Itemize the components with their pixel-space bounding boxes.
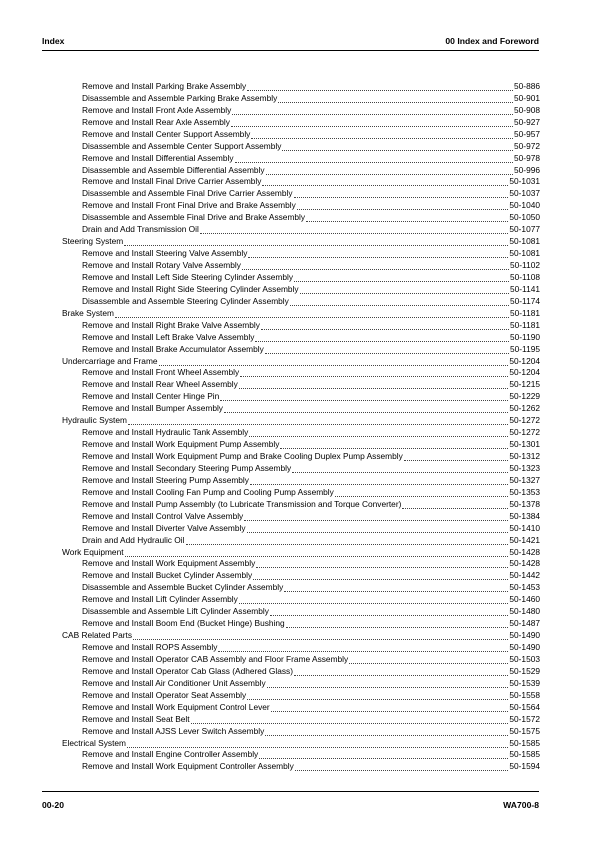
dot-leader bbox=[242, 266, 509, 270]
entry-page-number: 50-1490 bbox=[509, 630, 540, 641]
dot-leader bbox=[159, 362, 509, 366]
entry-page-number: 50-1572 bbox=[509, 713, 540, 724]
index-entry[interactable] bbox=[62, 224, 540, 236]
dot-leader bbox=[280, 445, 508, 449]
entry-page-number: 50-1040 bbox=[509, 200, 540, 211]
index-entry[interactable] bbox=[62, 296, 540, 308]
entry-title: Remove and Install Bumper Assembly bbox=[82, 403, 223, 414]
dot-leader bbox=[265, 732, 508, 736]
header-section-label: Index bbox=[42, 36, 65, 46]
index-entry[interactable] bbox=[62, 284, 540, 296]
index-entry[interactable] bbox=[62, 272, 540, 284]
index-entry[interactable] bbox=[62, 750, 540, 762]
index-entry[interactable] bbox=[62, 260, 540, 272]
entry-page-number: 50-1272 bbox=[509, 427, 540, 438]
entry-title: Remove and Install Left Side Steering Cylinder Assembly bbox=[82, 271, 294, 282]
entry-title: Remove and Install Pump Assembly (to Lubricate Transmission and Torque Converter) bbox=[82, 498, 402, 509]
entry-title: Remove and Install Secondary Steering Pump Assembly bbox=[82, 462, 292, 473]
dot-leader bbox=[284, 588, 508, 592]
index-entry[interactable] bbox=[62, 403, 540, 415]
entry-page-number: 50-1428 bbox=[509, 546, 540, 557]
dot-leader bbox=[256, 564, 508, 568]
dot-leader bbox=[292, 469, 508, 473]
dot-leader bbox=[186, 541, 509, 545]
entry-page-number: 50-1410 bbox=[509, 522, 540, 533]
entry-page-number: 50-1204 bbox=[509, 355, 540, 366]
dot-leader bbox=[255, 338, 509, 342]
dot-leader bbox=[235, 159, 514, 163]
index-entry[interactable] bbox=[62, 188, 540, 200]
index-entry[interactable] bbox=[62, 320, 540, 332]
entry-page-number: 50-1301 bbox=[509, 439, 540, 450]
dot-leader bbox=[239, 600, 509, 604]
index-entry[interactable] bbox=[62, 165, 540, 177]
index-section-entry[interactable] bbox=[62, 738, 540, 750]
entry-title: Drain and Add Hydraulic Oil bbox=[82, 534, 185, 545]
dot-leader bbox=[125, 553, 509, 557]
index-entry[interactable] bbox=[62, 344, 540, 356]
index-entry[interactable] bbox=[62, 559, 540, 571]
entry-title: Remove and Install Lift Cylinder Assembly bbox=[82, 594, 238, 605]
entry-page-number: 50-1503 bbox=[509, 653, 540, 664]
dot-leader bbox=[127, 744, 508, 748]
entry-page-number: 50-1272 bbox=[509, 415, 540, 426]
dot-leader bbox=[200, 230, 509, 234]
index-entry[interactable] bbox=[62, 487, 540, 499]
entry-page-number: 50-1050 bbox=[509, 212, 540, 223]
entry-title: Remove and Install Right Brake Valve Assembly bbox=[82, 319, 260, 330]
dot-leader bbox=[306, 218, 508, 222]
entry-page-number: 50-1585 bbox=[509, 737, 540, 748]
entry-title: Work Equipment bbox=[62, 546, 124, 557]
entry-title: Remove and Install AJSS Lever Switch Assembly bbox=[82, 725, 265, 736]
index-entry[interactable] bbox=[62, 463, 540, 475]
entry-title: Disassemble and Assemble Lift Cylinder Assembly bbox=[82, 606, 269, 617]
dot-leader bbox=[265, 350, 509, 354]
dot-leader bbox=[224, 409, 508, 413]
index-entry[interactable] bbox=[62, 654, 540, 666]
index-entry[interactable] bbox=[62, 475, 540, 487]
index-entry[interactable] bbox=[62, 141, 540, 153]
index-entry[interactable] bbox=[62, 666, 540, 678]
entry-page-number: 50-1204 bbox=[509, 367, 540, 378]
index-entry[interactable] bbox=[62, 248, 540, 260]
index-section-entry[interactable] bbox=[62, 356, 540, 368]
entry-title: Remove and Install Operator CAB Assembly and Floor Frame Assembly bbox=[82, 653, 349, 664]
entry-page-number: 50-908 bbox=[514, 104, 540, 115]
entry-page-number: 50-1077 bbox=[509, 224, 540, 235]
entry-title: Remove and Install Bucket Cylinder Assembly bbox=[82, 570, 253, 581]
entry-page-number: 50-901 bbox=[514, 92, 540, 103]
entry-page-number: 50-1487 bbox=[509, 618, 540, 629]
index-entry[interactable] bbox=[62, 451, 540, 463]
entry-title: Remove and Install Hydraulic Tank Assembly bbox=[82, 427, 249, 438]
index-entry[interactable] bbox=[62, 212, 540, 224]
page-header bbox=[42, 36, 539, 46]
dot-leader bbox=[251, 135, 513, 139]
index-entry[interactable] bbox=[62, 570, 540, 582]
entry-title: Remove and Install Center Support Assembly bbox=[82, 128, 251, 139]
dot-leader bbox=[294, 278, 509, 282]
entry-page-number: 50-1141 bbox=[509, 283, 540, 294]
entry-page-number: 50-1490 bbox=[509, 642, 540, 653]
dot-leader bbox=[128, 421, 508, 425]
index-section-entry[interactable] bbox=[62, 630, 540, 642]
dot-leader bbox=[295, 767, 509, 771]
entry-title: Disassemble and Assemble Steering Cylinder Assembly bbox=[82, 295, 289, 306]
dot-leader bbox=[253, 576, 508, 580]
entry-page-number: 50-886 bbox=[514, 80, 540, 91]
entry-page-number: 50-1421 bbox=[509, 534, 540, 545]
index-entry[interactable] bbox=[62, 81, 540, 93]
entry-title: Brake System bbox=[62, 307, 114, 318]
dot-leader bbox=[294, 194, 509, 198]
index-entry[interactable] bbox=[62, 582, 540, 594]
entry-page-number: 50-972 bbox=[514, 140, 540, 151]
dot-leader bbox=[300, 290, 509, 294]
entry-page-number: 50-1442 bbox=[509, 570, 540, 581]
dot-leader bbox=[335, 493, 509, 497]
entry-title: Remove and Install Front Final Drive and Brake Assembly bbox=[82, 200, 296, 211]
entry-page-number: 50-1575 bbox=[509, 725, 540, 736]
index-entry[interactable] bbox=[62, 702, 540, 714]
entry-title: Remove and Install Parking Brake Assembly bbox=[82, 80, 247, 91]
index-entry[interactable] bbox=[62, 105, 540, 117]
entry-title: Disassemble and Assemble Parking Brake Assembly bbox=[82, 92, 278, 103]
entry-title: Remove and Install Final Drive Carrier Assembly bbox=[82, 176, 262, 187]
entry-title: Remove and Install Work Equipment Pump Assembly bbox=[82, 439, 280, 450]
entry-page-number: 50-1102 bbox=[509, 260, 540, 271]
entry-page-number: 50-1108 bbox=[509, 271, 540, 282]
entry-page-number: 50-1529 bbox=[509, 665, 540, 676]
index-entry[interactable] bbox=[62, 618, 540, 630]
entry-title: Remove and Install Steering Valve Assembly bbox=[82, 248, 248, 259]
entry-title: Remove and Install Air Conditioner Unit Assembly bbox=[82, 677, 266, 688]
entry-page-number: 50-957 bbox=[514, 128, 540, 139]
dot-leader bbox=[294, 672, 508, 676]
dot-leader bbox=[231, 123, 513, 127]
entry-title: Remove and Install Right Side Steering Cylinder Assembly bbox=[82, 283, 299, 294]
dot-leader bbox=[249, 433, 508, 437]
entry-page-number: 50-1428 bbox=[509, 558, 540, 569]
entry-page-number: 50-1215 bbox=[509, 379, 540, 390]
dot-leader bbox=[349, 660, 508, 664]
entry-page-number: 50-1564 bbox=[509, 701, 540, 712]
dot-leader bbox=[262, 182, 508, 186]
entry-page-number: 50-1323 bbox=[509, 462, 540, 473]
entry-title: Remove and Install ROPS Assembly bbox=[82, 642, 218, 653]
header-divider bbox=[42, 50, 539, 51]
dot-leader bbox=[124, 242, 508, 246]
entry-page-number: 50-1460 bbox=[509, 594, 540, 605]
dot-leader bbox=[270, 612, 508, 616]
dot-leader bbox=[248, 254, 508, 258]
index-entry[interactable] bbox=[62, 511, 540, 523]
dot-leader bbox=[261, 326, 509, 330]
entry-title: Remove and Install Rear Wheel Assembly bbox=[82, 379, 238, 390]
index-entry[interactable] bbox=[62, 499, 540, 511]
dot-leader bbox=[239, 385, 509, 389]
entry-title: Remove and Install Steering Pump Assembly bbox=[82, 474, 249, 485]
entry-title: Disassemble and Assemble Differential Assembly bbox=[82, 164, 265, 175]
entry-page-number: 50-1327 bbox=[509, 474, 540, 485]
entry-title: Remove and Install Boom End (Bucket Hinge) Bushing bbox=[82, 618, 285, 629]
model-number: WA700-8 bbox=[503, 800, 539, 810]
header-chapter-title: 00 Index and Foreword bbox=[445, 36, 539, 46]
index-entry[interactable] bbox=[62, 678, 540, 690]
dot-leader bbox=[244, 517, 508, 521]
entry-title: Remove and Install Rotary Valve Assembly bbox=[82, 260, 241, 271]
entry-title: Remove and Install Left Brake Valve Assembly bbox=[82, 331, 255, 342]
entry-title: Remove and Install Diverter Valve Assembly bbox=[82, 522, 246, 533]
dot-leader bbox=[247, 529, 509, 533]
entry-title: Disassemble and Assemble Final Drive Carrier Assembly bbox=[82, 188, 293, 199]
index-entry[interactable] bbox=[62, 594, 540, 606]
dot-leader bbox=[218, 648, 508, 652]
dot-leader bbox=[133, 636, 508, 640]
index-entry[interactable] bbox=[62, 606, 540, 618]
index-entry[interactable] bbox=[62, 761, 540, 773]
entry-title: Undercarriage and Frame bbox=[62, 355, 158, 366]
dot-leader bbox=[240, 373, 508, 377]
dot-leader bbox=[250, 481, 508, 485]
index-entry[interactable] bbox=[62, 535, 540, 547]
index-entry[interactable] bbox=[62, 129, 540, 141]
entry-page-number: 50-1594 bbox=[509, 761, 540, 772]
index-entry[interactable] bbox=[62, 332, 540, 344]
dot-leader bbox=[220, 397, 508, 401]
dot-leader bbox=[259, 755, 508, 759]
dot-leader bbox=[247, 87, 513, 91]
index-section-entry[interactable] bbox=[62, 415, 540, 427]
entry-page-number: 50-1195 bbox=[509, 343, 540, 354]
entry-title: Remove and Install Work Equipment Pump and Brake Cooling Duplex Pump Assembly bbox=[82, 451, 403, 462]
dot-leader bbox=[282, 147, 513, 151]
dot-leader bbox=[297, 206, 509, 210]
entry-title: Remove and Install Differential Assembly bbox=[82, 152, 234, 163]
entry-page-number: 50-1262 bbox=[509, 403, 540, 414]
entry-page-number: 50-978 bbox=[514, 152, 540, 163]
entry-title: CAB Related Parts bbox=[62, 630, 133, 641]
dot-leader bbox=[402, 505, 508, 509]
entry-title: Remove and Install Front Axle Assembly bbox=[82, 104, 232, 115]
entry-page-number: 50-1480 bbox=[509, 606, 540, 617]
entry-title: Remove and Install Control Valve Assembly bbox=[82, 510, 244, 521]
dot-leader bbox=[232, 111, 513, 115]
index-entry[interactable] bbox=[62, 523, 540, 535]
dot-leader bbox=[266, 171, 513, 175]
entry-title: Electrical System bbox=[62, 737, 126, 748]
entry-page-number: 50-1558 bbox=[509, 689, 540, 700]
entry-page-number: 50-996 bbox=[514, 164, 540, 175]
index-list bbox=[62, 81, 540, 773]
dot-leader bbox=[247, 696, 508, 700]
entry-title: Remove and Install Operator Seat Assembly bbox=[82, 689, 247, 700]
entry-title: Hydraulic System bbox=[62, 415, 127, 426]
entry-title: Remove and Install Seat Belt bbox=[82, 713, 190, 724]
entry-title: Remove and Install Work Equipment Assembly bbox=[82, 558, 256, 569]
entry-title: Steering System bbox=[62, 236, 124, 247]
entry-page-number: 50-1539 bbox=[509, 677, 540, 688]
entry-page-number: 50-1353 bbox=[509, 486, 540, 497]
index-entry[interactable] bbox=[62, 642, 540, 654]
dot-leader bbox=[286, 624, 509, 628]
entry-title: Remove and Install Brake Accumulator Assembly bbox=[82, 343, 264, 354]
dot-leader bbox=[115, 314, 509, 318]
index-section-entry[interactable] bbox=[62, 236, 540, 248]
index-entry[interactable] bbox=[62, 153, 540, 165]
dot-leader bbox=[278, 99, 513, 103]
index-entry[interactable] bbox=[62, 714, 540, 726]
entry-page-number: 50-1384 bbox=[509, 510, 540, 521]
index-entry[interactable] bbox=[62, 690, 540, 702]
entry-page-number: 50-1181 bbox=[509, 319, 540, 330]
index-section-entry[interactable] bbox=[62, 547, 540, 559]
entry-title: Drain and Add Transmission Oil bbox=[82, 224, 199, 235]
entry-title: Disassemble and Assemble Final Drive and Brake Assembly bbox=[82, 212, 306, 223]
index-entry[interactable] bbox=[62, 117, 540, 129]
entry-title: Remove and Install Front Wheel Assembly bbox=[82, 367, 240, 378]
page-number: 00-20 bbox=[42, 800, 64, 810]
index-entry[interactable] bbox=[62, 391, 540, 403]
entry-title: Disassemble and Assemble Bucket Cylinder Assembly bbox=[82, 582, 284, 593]
entry-page-number: 50-1378 bbox=[509, 498, 540, 509]
entry-title: Disassemble and Assemble Center Support Assembly bbox=[82, 140, 282, 151]
index-entry[interactable] bbox=[62, 379, 540, 391]
entry-page-number: 50-1037 bbox=[509, 188, 540, 199]
dot-leader bbox=[267, 684, 509, 688]
dot-leader bbox=[290, 302, 509, 306]
entry-page-number: 50-1585 bbox=[509, 749, 540, 760]
entry-title: Remove and Install Rear Axle Assembly bbox=[82, 116, 230, 127]
entry-page-number: 50-1031 bbox=[509, 176, 540, 187]
index-entry[interactable] bbox=[62, 726, 540, 738]
entry-page-number: 50-1081 bbox=[509, 236, 540, 247]
index-entry[interactable] bbox=[62, 368, 540, 380]
page-footer bbox=[42, 800, 539, 810]
entry-title: Remove and Install Center Hinge Pin bbox=[82, 391, 220, 402]
entry-page-number: 50-1312 bbox=[509, 451, 540, 462]
index-entry[interactable] bbox=[62, 93, 540, 105]
entry-title: Remove and Install Cooling Fan Pump and Cooling Pump Assembly bbox=[82, 486, 334, 497]
entry-title: Remove and Install Operator Cab Glass (Adhered Glass) bbox=[82, 665, 294, 676]
entry-page-number: 50-1174 bbox=[509, 295, 540, 306]
entry-page-number: 50-1229 bbox=[509, 391, 540, 402]
index-entry[interactable] bbox=[62, 427, 540, 439]
entry-page-number: 50-1181 bbox=[509, 307, 540, 318]
dot-leader bbox=[404, 457, 509, 461]
index-entry[interactable] bbox=[62, 439, 540, 451]
dot-leader bbox=[191, 720, 509, 724]
dot-leader bbox=[271, 708, 509, 712]
entry-title: Remove and Install Work Equipment Controller Assembly bbox=[82, 761, 294, 772]
entry-title: Remove and Install Work Equipment Control Lever bbox=[82, 701, 270, 712]
entry-page-number: 50-927 bbox=[514, 116, 540, 127]
entry-page-number: 50-1453 bbox=[509, 582, 540, 593]
index-section-entry[interactable] bbox=[62, 308, 540, 320]
index-entry[interactable] bbox=[62, 177, 540, 189]
entry-page-number: 50-1081 bbox=[509, 248, 540, 259]
entry-page-number: 50-1190 bbox=[509, 331, 540, 342]
index-entry[interactable] bbox=[62, 200, 540, 212]
footer-divider bbox=[42, 791, 539, 792]
entry-title: Remove and Install Engine Controller Assembly bbox=[82, 749, 259, 760]
